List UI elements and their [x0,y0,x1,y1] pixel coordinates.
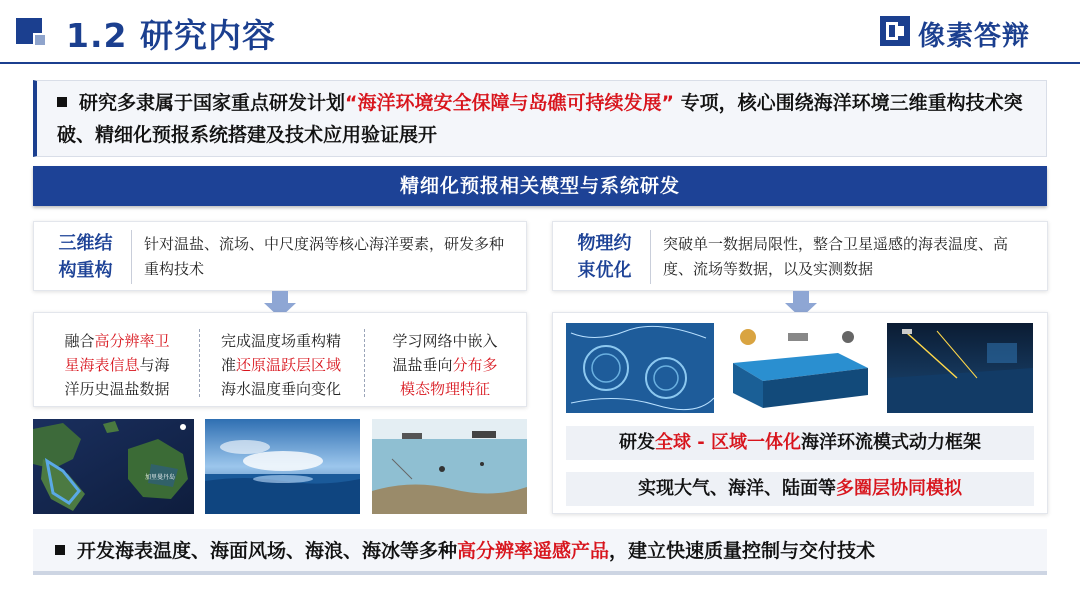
card-3d-reconstruction [33,221,527,291]
bullet-square-icon [57,97,67,107]
underwater-scene-image [372,419,527,514]
title-decor-square-small [33,33,47,47]
map-label: 加里曼丹岛 [145,474,176,481]
map-satellite-image [33,419,194,514]
ocean-3d-block-image [728,323,873,413]
method-column-2: 完成温度场重构精 准还原温跃层区域 海水温度垂向变化 [220,332,342,398]
method-columns-box [33,312,527,407]
page-title: 1.2 研究内容 [66,16,276,55]
logo-text: 像素答辩 [918,21,1030,52]
framework-strip-1: 研发全球 - 区域一体化海洋环流模式动力框架 [566,426,1034,460]
bullet-square-icon [55,545,65,555]
card-description: 突破单一数据局限性，整合卫星遥感的海表温度、高度、流场等数据，以及实测数据 [663,235,1009,278]
logo-icon [878,14,912,48]
card-label: 三维结 构重构 [40,230,132,284]
card-physics-constraint [552,221,1048,291]
ocean-photo [205,419,360,514]
intro-text-1: 研究多隶属于国家重点研发计划 [79,92,346,114]
satellite-ocean-image [887,323,1033,413]
card-description: 针对温盐、流场、中尺度涡等核心海洋要素，研发多种重构技术 [144,235,505,278]
header-divider [0,62,1080,64]
section-banner: 精细化预报相关模型与系统研发 [33,166,1047,206]
eddy-model-image [566,323,714,413]
column-divider [199,329,200,397]
method-column-1: 融合高分辨率卫 星海表信息与海 洋历史温盐数据 [64,332,170,398]
intro-highlight: “海洋环境安全保障与岛礁可持续发展” [345,92,674,114]
intro-paragraph [33,80,1047,157]
method-column-3: 学习网络中嵌入 温盐垂向分布多 模态物理特征 [392,332,498,398]
framework-strip-2: 实现大气、海洋、陆面等多圈层协同模拟 [566,472,1034,506]
column-divider [364,329,365,397]
intro-text-2: 专项，核心围绕海洋环境三维重构技术突破、精细化预报系统搭建及技术应用验证展开 [57,92,1023,146]
footer-summary: 开发海表温度、海面风场、海浪、海冰等多种高分辨率遥感产品，建立快速质量控制与交付技术 [33,529,1047,575]
card-label: 物理约 束优化 [559,230,651,284]
